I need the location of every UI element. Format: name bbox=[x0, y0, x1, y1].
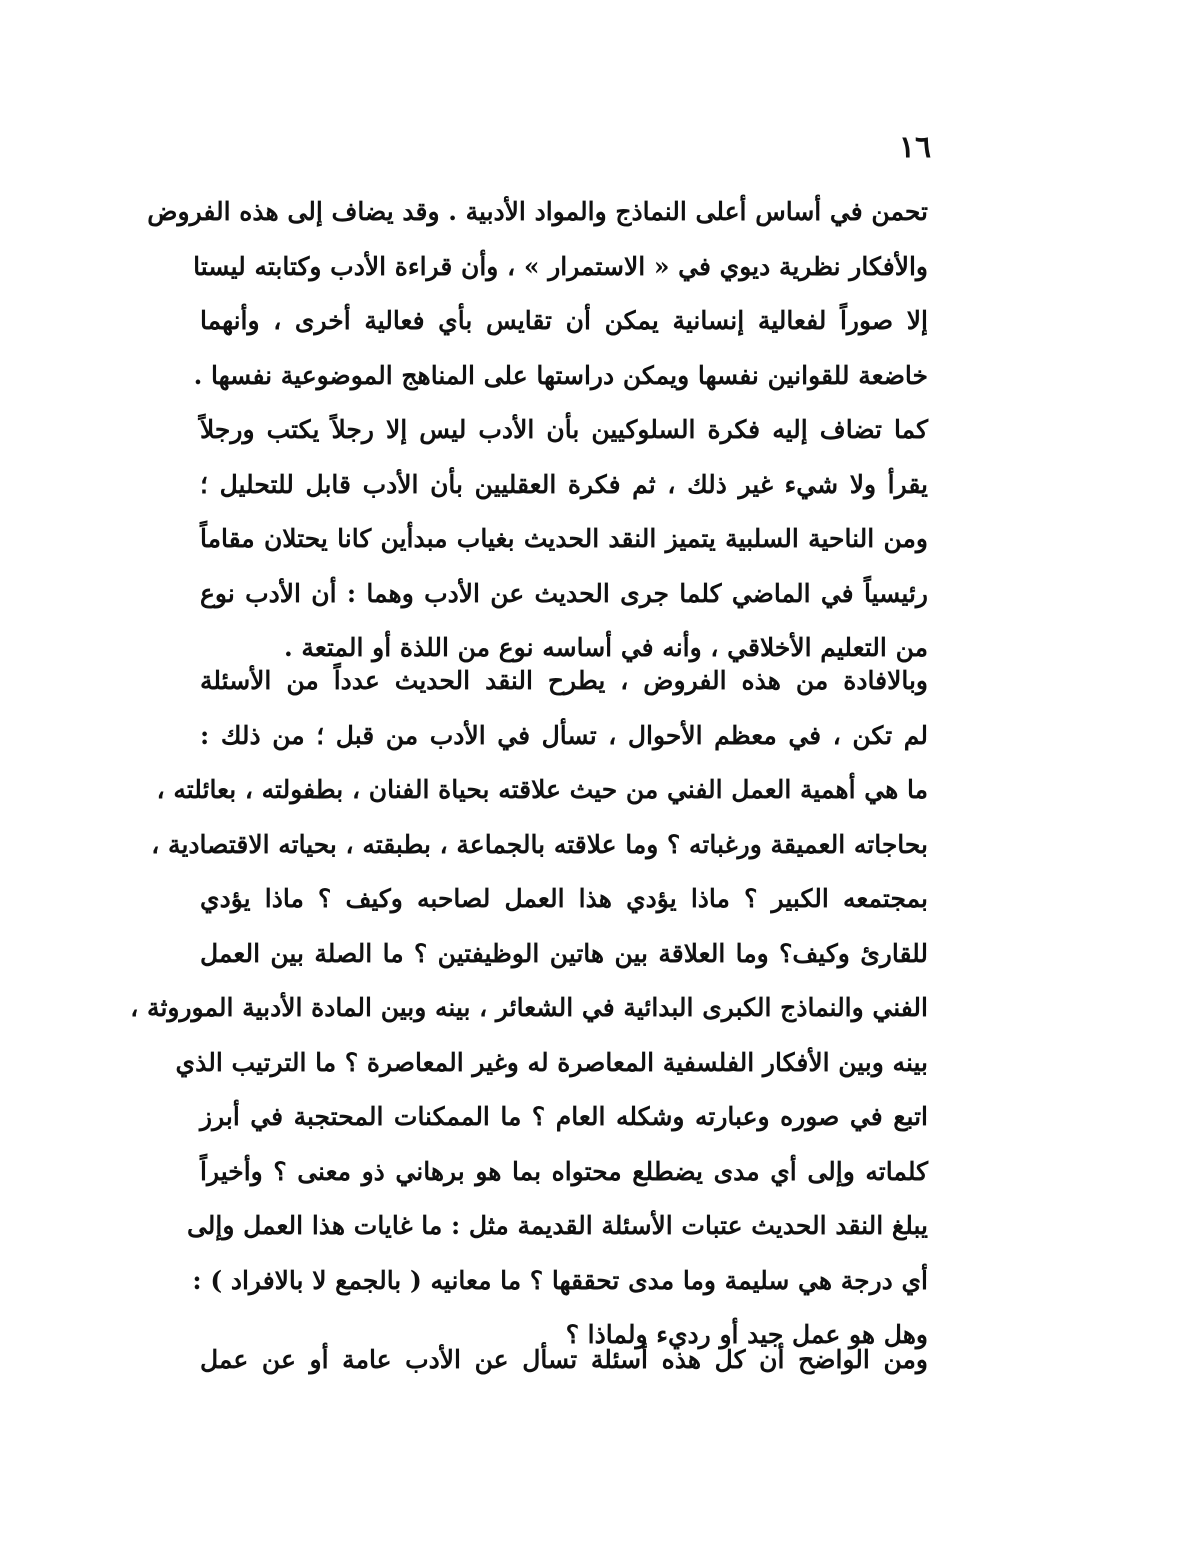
text-line: والأفكار نظرية ديوي في « الاستمرار » ، وأن قراءة الأدب وكتابته ليستا bbox=[193, 251, 928, 281]
text-line: كما تضاف إليه فكرة السلوكيين بأن الأدب ليس إلا رجلاً يكتب ورجلاً bbox=[200, 415, 928, 444]
text-line: للقارئ وكيف؟ وما العلاقة بين هاتين الوظيفتين ؟ ما الصلة بين العمل bbox=[200, 938, 928, 968]
text-line: بينه وبين الأفكار الفلسفية المعاصرة له وغير المعاصرة ؟ ما الترتيب الذي bbox=[175, 1047, 928, 1077]
text-line: أي درجة هي سليمة وما مدى تحققها ؟ ما معانيه ( بالجمع لا بالافراد ) : bbox=[192, 1265, 928, 1295]
text-line: ما هي أهمية العمل الفني من حيث علاقته بحياة الفنان ، بطفولته ، بعائلته ، bbox=[156, 775, 928, 804]
text-line: اتبع في صوره وعبارته وشكله العام ؟ ما الممكنات المحتجبة في أبرز bbox=[200, 1102, 928, 1131]
paragraph-1 bbox=[147, 185, 928, 676]
text-line: من التعليم الأخلاقي ، وأنه في أساسه نوع من اللذة أو المتعة . bbox=[284, 633, 928, 662]
paragraph-3 bbox=[200, 1333, 928, 1388]
text-line: خاضعة للقوانين نفسها ويمكن دراستها على المناهج الموضوعية نفسها . bbox=[193, 360, 928, 390]
paragraph-2 bbox=[130, 654, 928, 1363]
text-line: كلماته وإلى أي مدى يضطلع محتواه بما هو برهاني ذو معنى ؟ وأخيراً bbox=[200, 1156, 928, 1186]
text-line: ومن الواضح أن كل هذه أسئلة تسأل عن الأدب عامة أو عن عمل bbox=[200, 1345, 928, 1374]
text-line: يبلغ النقد الحديث عتبات الأسئلة القديمة مثل : ما غايات هذا العمل وإلى bbox=[186, 1211, 928, 1240]
page-number: ١٦ bbox=[898, 130, 932, 165]
text-line: الفني والنماذج الكبرى البدائية في الشعائر ، بينه وبين المادة الأدبية الموروثة ، bbox=[130, 993, 928, 1022]
text-line: وبالافادة من هذه الفروض ، يطرح النقد الحديث عدداً من الأسئلة bbox=[200, 666, 928, 695]
text-line: تحمن في أساس أعلى النماذج والمواد الأدبية . وقد يضاف إلى هذه الفروض bbox=[147, 197, 928, 226]
text-line: بحاجاته العميقة ورغباته ؟ وما علاقته بالجماعة ، بطبقته ، بحياته الاقتصادية ، bbox=[151, 829, 928, 859]
text-line: إلا صوراً لفعالية إنسانية يمكن أن تقايس بأي فعالية أخرى ، وأنهما bbox=[200, 306, 928, 335]
text-line: بمجتمعه الكبير ؟ ماذا يؤدي هذا العمل لصاحبه وكيف ؟ ماذا يؤدي bbox=[200, 884, 928, 913]
text-line: لم تكن ، في معظم الأحوال ، تسأل في الأدب من قبل ؛ من ذلك : bbox=[200, 720, 928, 750]
text-line: يقرأ ولا شيء غير ذلك ، ثم فكرة العقليين بأن الأدب قابل للتحليل ؛ bbox=[200, 469, 928, 499]
text-line: رئيسياً في الماضي كلما جرى الحديث عن الأدب وهما : أن الأدب نوع bbox=[200, 578, 928, 608]
text-line: ومن الناحية السلبية يتميز النقد الحديث بغياب مبدأين كانا يحتلان مقاماً bbox=[200, 524, 928, 553]
text-line: وهل هو عمل جيد أو رديء ولماذا ؟ bbox=[565, 1320, 928, 1349]
